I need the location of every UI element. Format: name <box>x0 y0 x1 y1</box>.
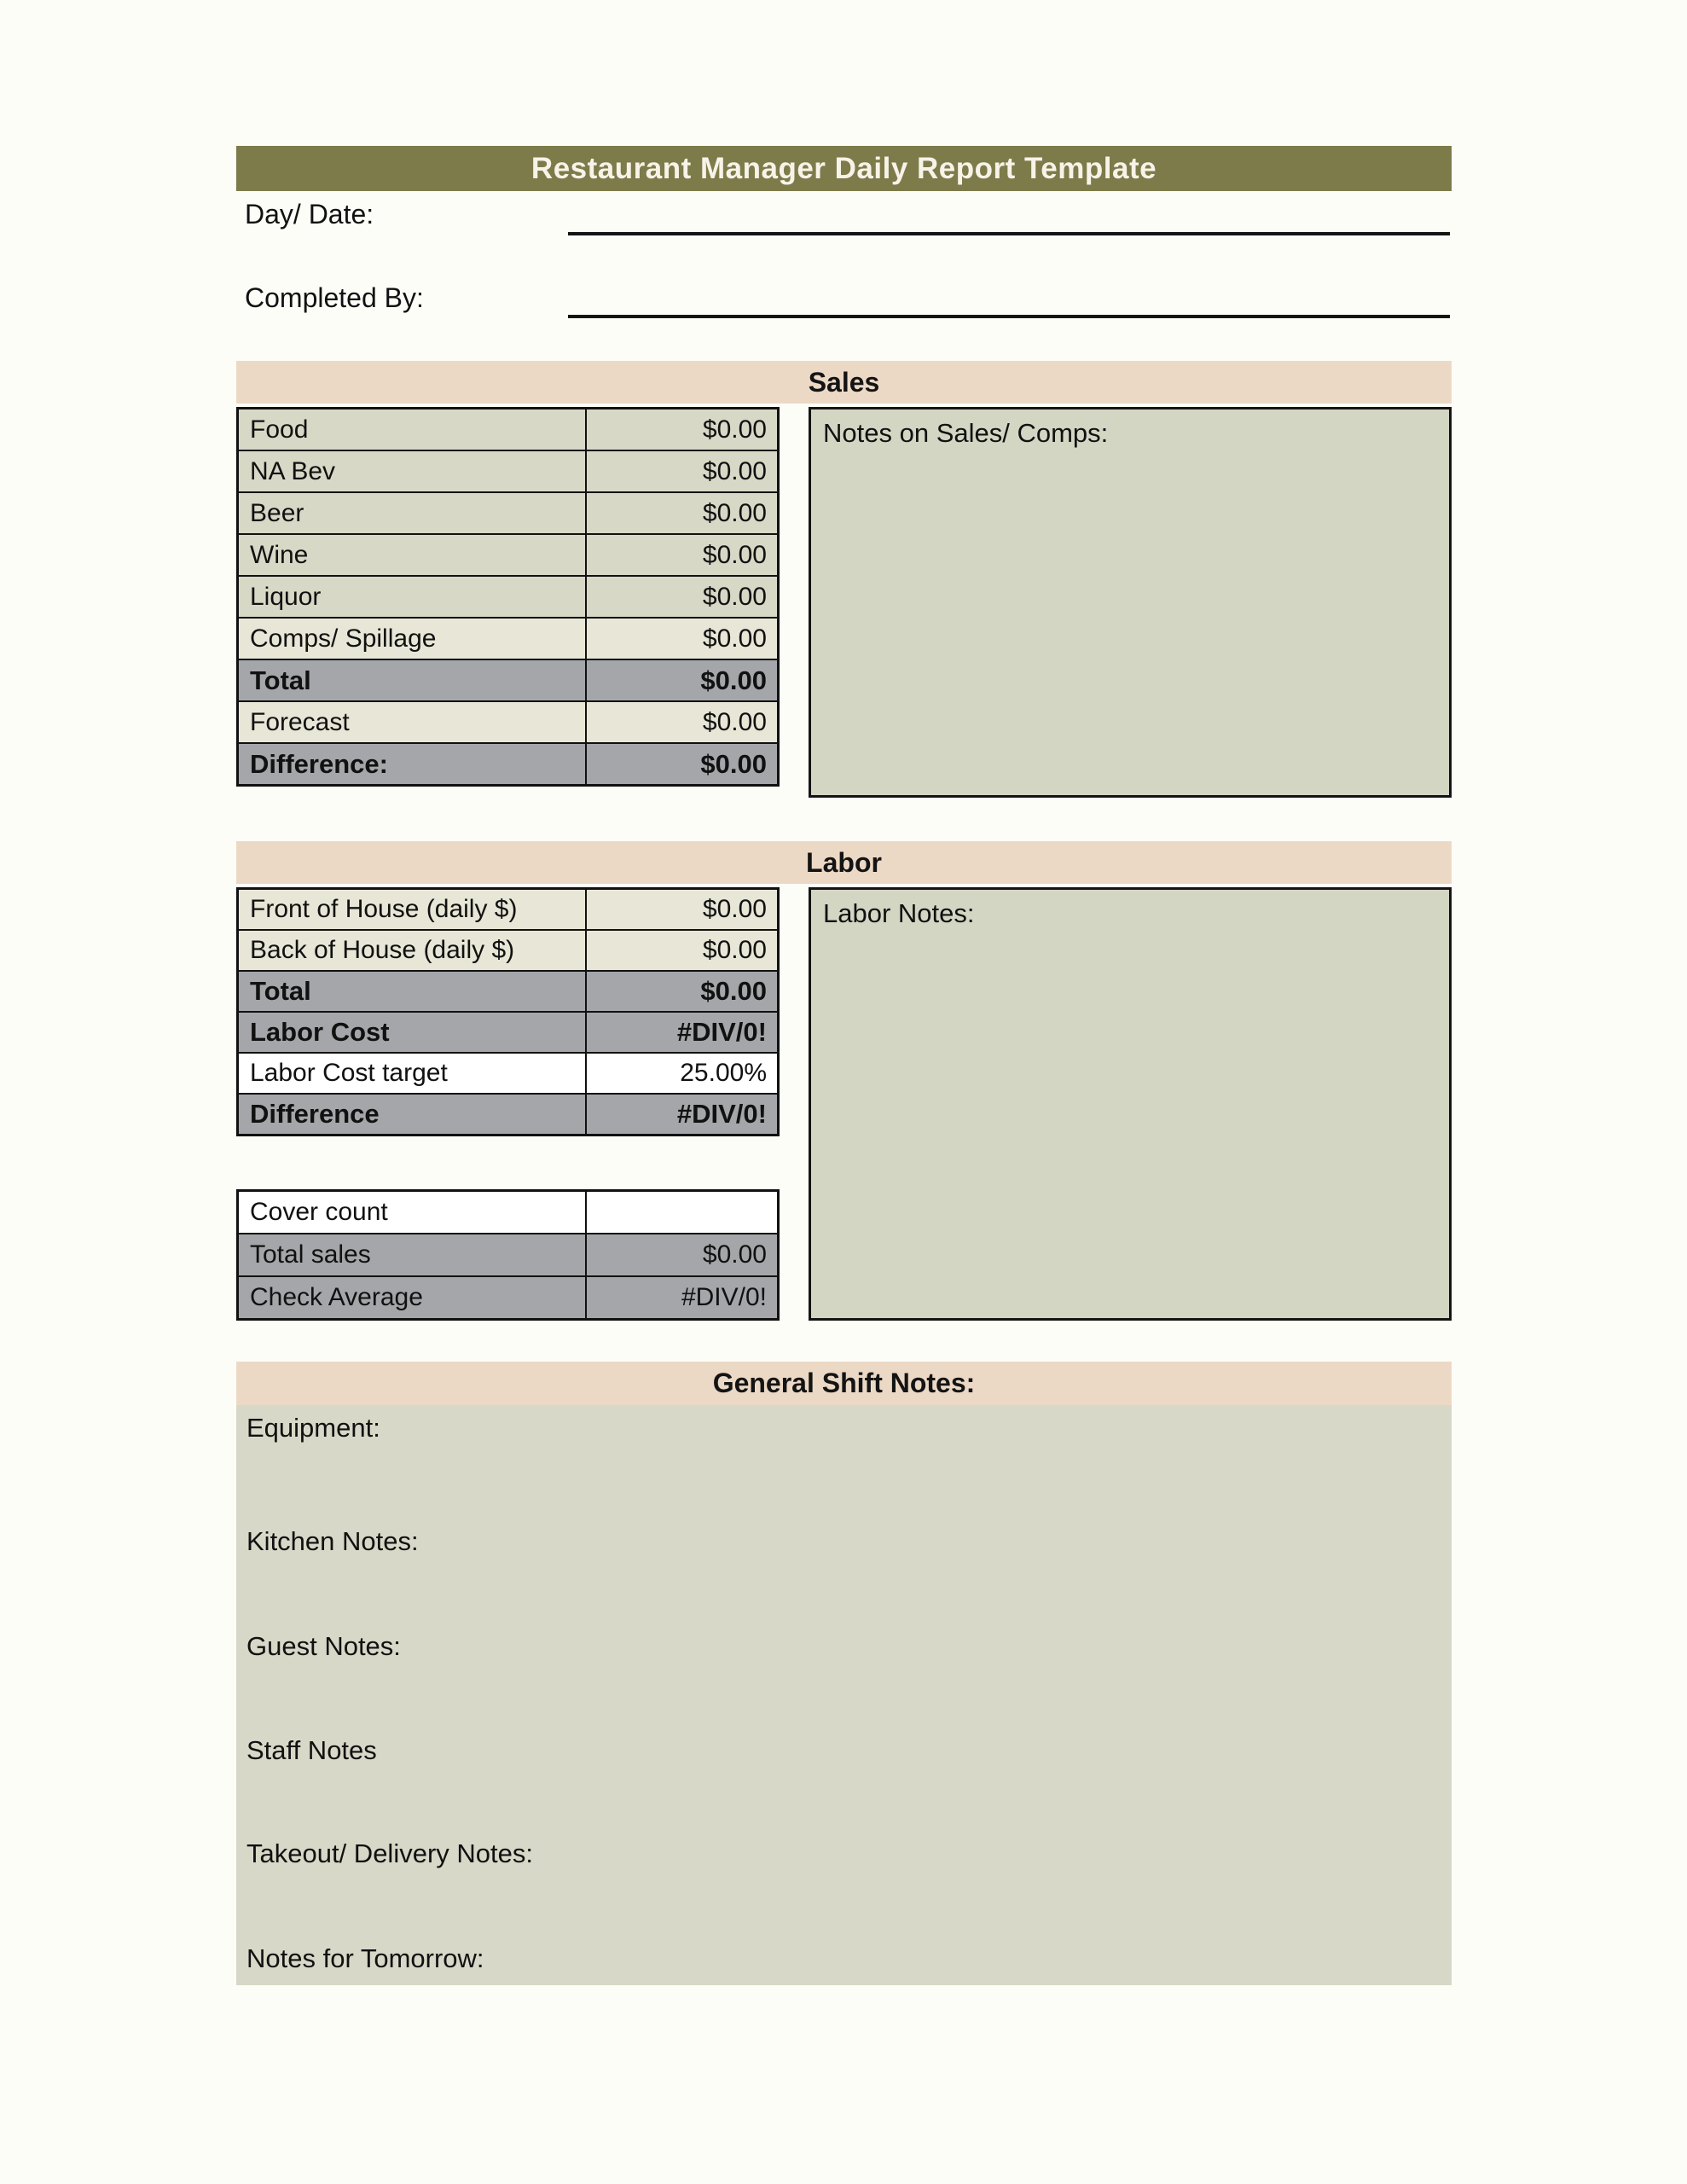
takeout-delivery-notes-label: Takeout/ Delivery Notes: <box>246 1838 533 1868</box>
row-value[interactable]: $0.00 <box>586 534 779 576</box>
row-value[interactable]: $0.00 <box>586 659 779 701</box>
row-label: Back of House (daily $) <box>238 930 587 971</box>
equipment-label: Equipment: <box>246 1413 380 1443</box>
row-value[interactable]: #DIV/0! <box>586 1276 779 1320</box>
sales-section-title: Sales <box>808 366 880 398</box>
table-row-difference <box>238 743 779 786</box>
table-row <box>238 1053 779 1094</box>
table-row <box>238 534 779 576</box>
table-row <box>238 576 779 618</box>
labor-section-header <box>236 841 1452 884</box>
row-label: Total <box>238 659 587 701</box>
row-label: NA Bev <box>238 450 587 492</box>
row-label: Cover count <box>238 1191 587 1234</box>
day-date-label: Day/ Date: <box>245 199 374 229</box>
row-value[interactable]: $0.00 <box>586 971 779 1012</box>
row-value[interactable]: $0.00 <box>586 450 779 492</box>
sales-table <box>236 407 780 787</box>
row-value[interactable]: #DIV/0! <box>586 1094 779 1136</box>
row-label: Total <box>238 971 587 1012</box>
row-label: Food <box>238 409 587 451</box>
row-label: Labor Cost target <box>238 1053 587 1094</box>
labor-table <box>236 887 780 1136</box>
general-notes-title: General Shift Notes: <box>712 1368 976 1398</box>
row-value[interactable]: $0.00 <box>586 492 779 534</box>
title-bar <box>236 146 1452 191</box>
table-row <box>238 701 779 743</box>
row-value[interactable]: $0.00 <box>586 576 779 618</box>
table-row-total <box>238 971 779 1012</box>
completed-by-input-line[interactable] <box>568 315 1450 318</box>
table-row <box>238 1191 779 1234</box>
row-value[interactable]: $0.00 <box>586 409 779 451</box>
table-row <box>238 409 779 451</box>
labor-section-title: Labor <box>806 846 882 878</box>
row-value[interactable]: $0.00 <box>586 889 779 931</box>
row-label: Front of House (daily $) <box>238 889 587 931</box>
page-title: Restaurant Manager Daily Report Template <box>530 151 1157 185</box>
sales-notes-label: Notes on Sales/ Comps: <box>823 418 1109 448</box>
row-value[interactable]: $0.00 <box>586 743 779 786</box>
guest-notes-label: Guest Notes: <box>246 1631 401 1661</box>
labor-notes-label: Labor Notes: <box>823 898 975 928</box>
covers-table <box>236 1189 780 1321</box>
staff-notes-label: Staff Notes <box>246 1735 377 1765</box>
row-label: Total sales <box>238 1234 587 1276</box>
row-label: Beer <box>238 492 587 534</box>
day-date-input-line[interactable] <box>568 232 1450 235</box>
table-row-labor-cost <box>238 1012 779 1053</box>
row-value[interactable]: $0.00 <box>586 701 779 743</box>
row-label: Liquor <box>238 576 587 618</box>
row-value[interactable]: $0.00 <box>586 1234 779 1276</box>
row-label: Forecast <box>238 701 587 743</box>
completed-by-label: Completed By: <box>245 282 424 313</box>
general-notes-header <box>236 1362 1452 1405</box>
row-value[interactable]: $0.00 <box>586 930 779 971</box>
row-value[interactable] <box>586 1191 779 1234</box>
general-notes-area[interactable] <box>236 1405 1452 1985</box>
table-row <box>238 1234 779 1276</box>
row-value[interactable]: #DIV/0! <box>586 1012 779 1053</box>
table-row <box>238 889 779 931</box>
table-row <box>238 930 779 971</box>
row-label: Comps/ Spillage <box>238 618 587 659</box>
table-row-total <box>238 659 779 701</box>
row-value[interactable]: $0.00 <box>586 618 779 659</box>
row-label: Wine <box>238 534 587 576</box>
row-label: Check Average <box>238 1276 587 1320</box>
row-value[interactable]: 25.00% <box>586 1053 779 1094</box>
notes-for-tomorrow-label: Notes for Tomorrow: <box>246 1943 484 1973</box>
table-row <box>238 618 779 659</box>
sales-section-header <box>236 361 1452 404</box>
sales-notes-box[interactable] <box>809 407 1452 798</box>
row-label: Labor Cost <box>238 1012 587 1053</box>
kitchen-notes-label: Kitchen Notes: <box>246 1526 419 1556</box>
labor-notes-box[interactable] <box>809 887 1452 1321</box>
row-label: Difference <box>238 1094 587 1136</box>
table-row <box>238 492 779 534</box>
table-row <box>238 450 779 492</box>
table-row <box>238 1276 779 1320</box>
row-label: Difference: <box>238 743 587 786</box>
table-row-difference <box>238 1094 779 1136</box>
